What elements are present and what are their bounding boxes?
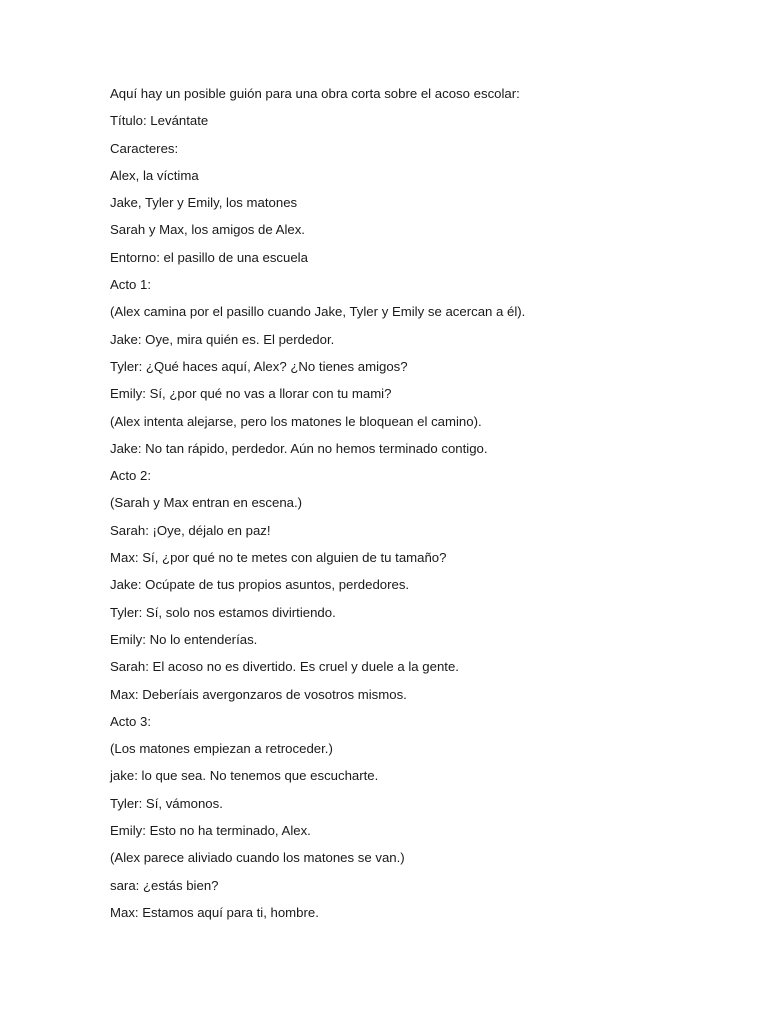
dialogue-line: Emily: Esto no ha terminado, Alex.: [110, 823, 311, 839]
stage-direction: (Alex intenta alejarse, pero los matones le bloquean el camino).: [110, 413, 482, 429]
stage-direction: (Alex camina por el pasillo cuando Jake, Tyler y Emily se acercan a él).: [110, 304, 526, 320]
setting-line: Entorno: el pasillo de una escuela: [110, 249, 308, 265]
dialogue-line: Tyler: Sí, vámonos.: [110, 795, 223, 811]
stage-direction: (Alex parece aliviado cuando los matones se van.): [110, 850, 405, 866]
dialogue-line: Jake: No tan rápido, perdedor. Aún no hemos terminado contigo.: [110, 440, 488, 456]
character-alex: Alex, la víctima: [110, 167, 199, 183]
dialogue-line: Sarah: El acoso no es divertido. Es cruel y duele a la gente.: [110, 659, 459, 675]
stage-direction: (Los matones empiezan a retroceder.): [110, 741, 333, 757]
script-text: [110, 84, 710, 930]
act-1-heading: Acto 1:: [110, 277, 152, 293]
dialogue-line: jake: lo que sea. No tenemos que escucharte.: [110, 768, 379, 784]
dialogue-line: Tyler: Sí, solo nos estamos divirtiendo.: [110, 604, 336, 620]
dialogue-line: Sarah: ¡Oye, déjalo en paz!: [110, 522, 271, 538]
dialogue-line: Tyler: ¿Qué haces aquí, Alex? ¿No tienes amigos?: [110, 358, 408, 374]
act-3-heading: Acto 3:: [110, 713, 152, 729]
dialogue-line: Max: Deberíais avergonzaros de vosotros mismos.: [110, 686, 407, 702]
dialogue-line: sara: ¿estás bien?: [110, 877, 219, 893]
act-2-heading: Acto 2:: [110, 468, 152, 484]
intro-line: Aquí hay un posible guión para una obra corta sobre el acoso escolar:: [110, 86, 520, 101]
dialogue-line: Max: Sí, ¿por qué no te metes con alguien de tu tamaño?: [110, 550, 447, 566]
characters-heading: Caracteres:: [110, 140, 179, 156]
dialogue-line: Emily: Sí, ¿por qué no vas a llorar con tu mami?: [110, 386, 392, 402]
title-line: Título: Levántate: [110, 113, 209, 129]
dialogue-line: Emily: No lo entenderías.: [110, 631, 258, 647]
character-friends: Sarah y Max, los amigos de Alex.: [110, 222, 305, 238]
dialogue-line: Jake: Ocúpate de tus propios asuntos, perdedores.: [110, 577, 410, 593]
character-bullies: Jake, Tyler y Emily, los matones: [110, 195, 298, 211]
dialogue-line: Max: Estamos aquí para ti, hombre.: [110, 904, 319, 920]
dialogue-line: Jake: Oye, mira quién es. El perdedor.: [110, 331, 335, 347]
stage-direction: (Sarah y Max entran en escena.): [110, 495, 303, 511]
